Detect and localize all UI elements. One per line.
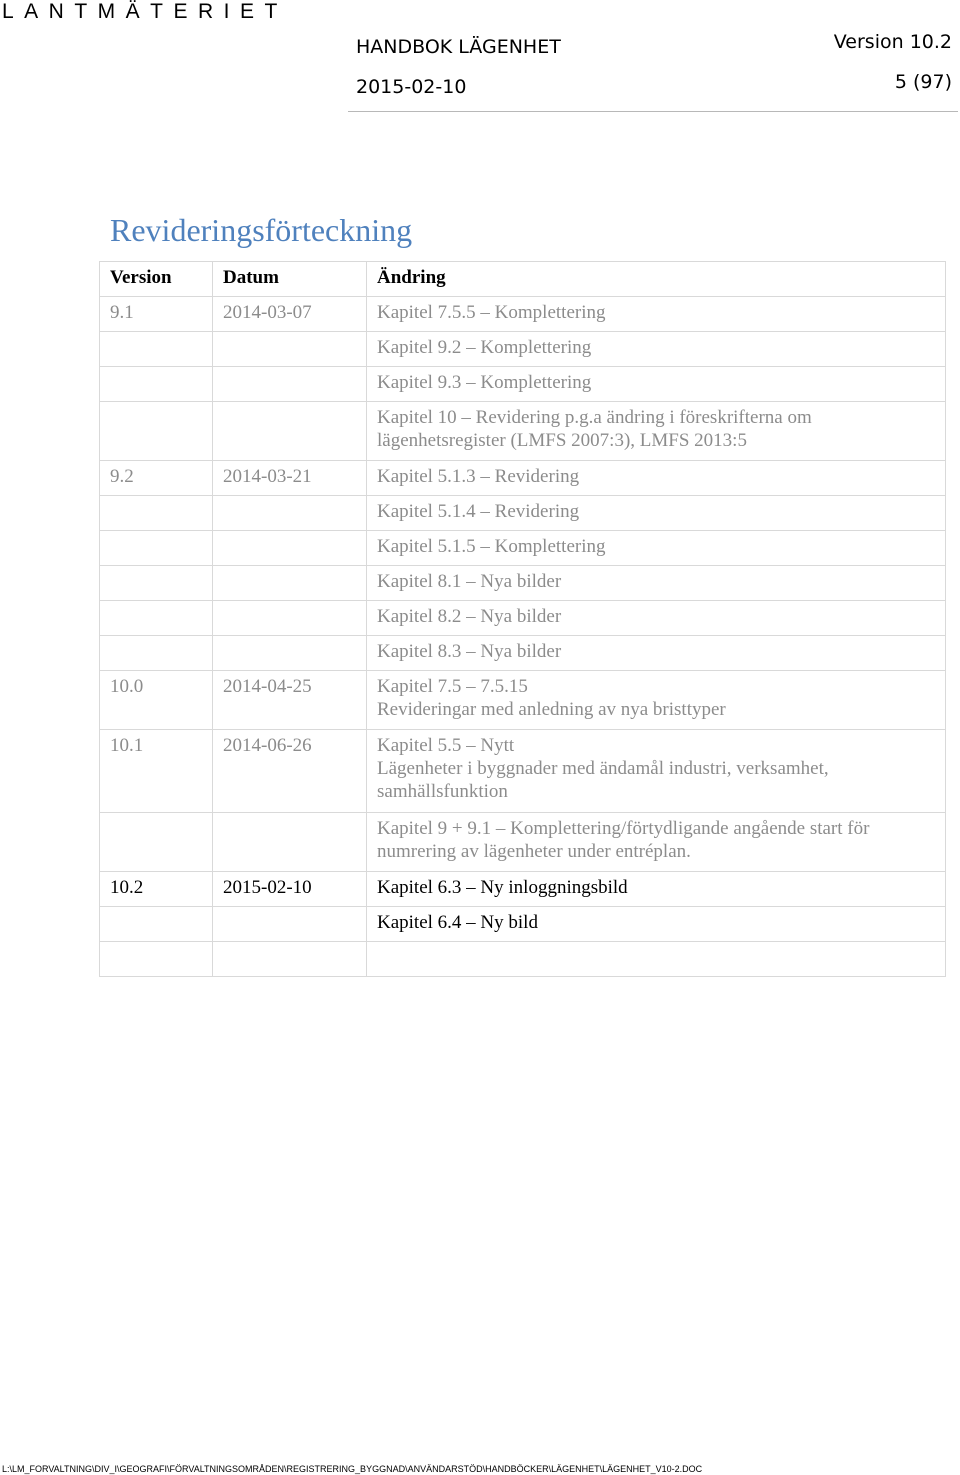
version-cell: [100, 907, 213, 942]
change-cell: Kapitel 9.3 – Komplettering: [367, 367, 946, 402]
version-cell: 10.2: [100, 872, 213, 907]
date-cell: 2014-03-07: [213, 297, 367, 332]
version-cell: 9.2: [100, 461, 213, 496]
date-cell: [213, 367, 367, 402]
version-cell: [100, 496, 213, 531]
version-label: Version 10.2: [833, 31, 952, 53]
change-line: Kapitel 7.5 – 7.5.15: [377, 676, 528, 697]
table-row: [100, 942, 946, 977]
column-header-version: Version: [100, 262, 213, 297]
version-cell: [100, 813, 213, 872]
handbook-title: HANDBOK LÄGENHET: [356, 36, 561, 58]
date-cell: 2014-06-26: [213, 730, 367, 813]
change-cell: [367, 942, 946, 977]
change-cell: Kapitel 7.5.5 – Komplettering: [367, 297, 946, 332]
change-cell: Kapitel 5.1.4 – Revidering: [367, 496, 946, 531]
table-row: [100, 636, 946, 671]
date-cell: [213, 636, 367, 671]
table-row: [100, 496, 946, 531]
date-cell: [213, 496, 367, 531]
change-detail: Revideringar med anledning av nya bristtyper: [377, 699, 726, 720]
table-row: [100, 531, 946, 566]
change-cell: [367, 671, 946, 730]
revision-table: [99, 261, 946, 977]
change-cell: Kapitel 10 – Revidering p.g.a ändring i föreskrifterna om lägenhetsregister (LMFS 2007:3), LMFS 2013:5: [367, 402, 946, 461]
date-cell: [213, 332, 367, 367]
change-cell: Kapitel 9.2 – Komplettering: [367, 332, 946, 367]
change-cell: Kapitel 9 + 9.1 – Komplettering/förtydligande angående start för numrering av lägenheter under entréplan.: [367, 813, 946, 872]
version-cell: 10.0: [100, 671, 213, 730]
date-cell: 2014-04-25: [213, 671, 367, 730]
table-row: [100, 332, 946, 367]
change-cell: Kapitel 8.3 – Nya bilder: [367, 636, 946, 671]
date-cell: [213, 566, 367, 601]
table-row: [100, 813, 946, 872]
change-cell: Kapitel 5.1.3 – Revidering: [367, 461, 946, 496]
change-cell: Kapitel 6.4 – Ny bild: [367, 907, 946, 942]
version-cell: [100, 402, 213, 461]
date-cell: [213, 402, 367, 461]
column-header-change: Ändring: [367, 262, 946, 297]
version-cell: [100, 566, 213, 601]
table-row: [100, 730, 946, 813]
organization-logo-text: LANTMÄTERIET: [2, 0, 288, 23]
version-cell: [100, 601, 213, 636]
version-cell: 10.1: [100, 730, 213, 813]
change-cell: Kapitel 6.3 – Ny inloggningsbild: [367, 872, 946, 907]
version-cell: 9.1: [100, 297, 213, 332]
version-cell: [100, 367, 213, 402]
date-cell: [213, 907, 367, 942]
date-cell: [213, 531, 367, 566]
table-row: [100, 601, 946, 636]
change-cell: [367, 730, 946, 813]
change-detail: Lägenheter i byggnader med ändamål industri, verksamhet, samhällsfunktion: [377, 758, 829, 802]
column-header-date: Datum: [213, 262, 367, 297]
date-cell: [213, 601, 367, 636]
page-title: Revideringsförteckning: [110, 212, 413, 248]
change-line: Kapitel 5.5 – Nytt: [377, 735, 515, 756]
date-cell: 2015-02-10: [213, 872, 367, 907]
table-header-row: [100, 262, 946, 297]
date-cell: [213, 813, 367, 872]
table-row: [100, 566, 946, 601]
table-row: [100, 297, 946, 332]
version-cell: [100, 332, 213, 367]
table-row: [100, 367, 946, 402]
document-date: 2015-02-10: [356, 76, 467, 98]
version-cell: [100, 636, 213, 671]
date-cell: 2014-03-21: [213, 461, 367, 496]
change-cell: Kapitel 5.1.5 – Komplettering: [367, 531, 946, 566]
table-row: [100, 907, 946, 942]
table-row: [100, 872, 946, 907]
version-cell: [100, 531, 213, 566]
page-number: 5 (97): [894, 71, 952, 93]
header-divider: [348, 111, 958, 112]
date-cell: [213, 942, 367, 977]
change-cell: Kapitel 8.1 – Nya bilder: [367, 566, 946, 601]
version-cell: [100, 942, 213, 977]
file-path-footer: L:\LM_FORVALTNING\DIV_I\GEOGRAFI\FÖRVALTNINGSOMRÅDEN\REGISTRERING_BYGGNAD\ANVÄNDARSTÖD\HANDBÖCKER\LÄGENHET\LÄGENHET_V10-2.DOC: [2, 1464, 703, 1474]
table-row: [100, 402, 946, 461]
table-row: [100, 461, 946, 496]
table-row: [100, 671, 946, 730]
change-cell: Kapitel 8.2 – Nya bilder: [367, 601, 946, 636]
